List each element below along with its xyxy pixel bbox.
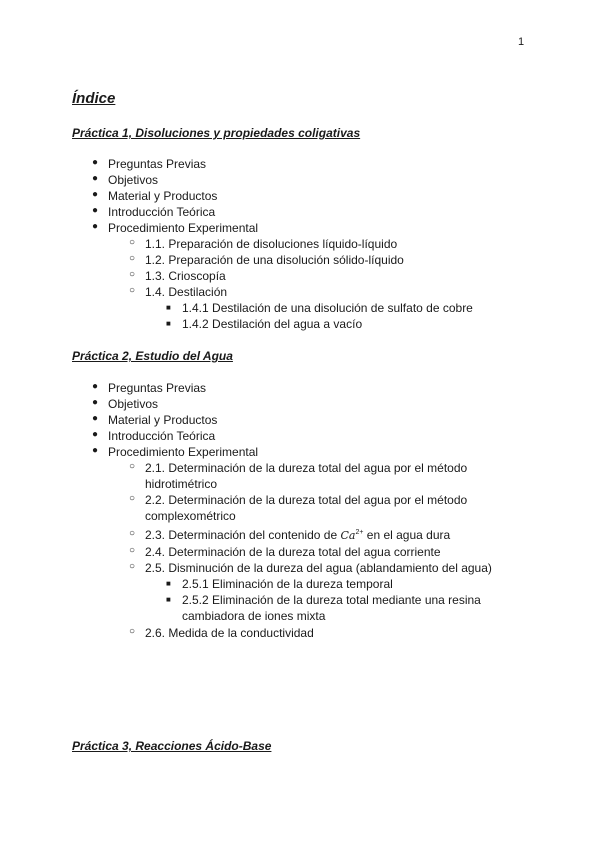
sub-list-item-label: 1.1. Preparación de disoluciones líquido-líquido bbox=[145, 237, 398, 251]
bullet-icon: ● bbox=[92, 189, 99, 200]
sub-list-item-text: en el agua dura bbox=[366, 528, 451, 542]
bullet-icon: ● bbox=[92, 381, 99, 392]
sub-list-item-label: 2.6. Medida de la conductividad bbox=[145, 626, 314, 640]
circle-bullet-icon: ○ bbox=[129, 253, 136, 264]
circle-bullet-icon: ○ bbox=[129, 528, 136, 539]
circle-bullet-icon: ○ bbox=[129, 269, 136, 280]
square-bullet-icon: ■ bbox=[166, 319, 171, 328]
list-item-label: Preguntas Previas bbox=[108, 381, 207, 395]
list-item-label: Procedimiento Experimental bbox=[108, 445, 259, 459]
subsub-list-item-label: 1.4.2 Destilación del agua a vacío bbox=[182, 317, 363, 331]
list-item-label: Material y Productos bbox=[108, 413, 218, 427]
list-item-label: Objetivos bbox=[108, 397, 159, 411]
bullet-icon: ● bbox=[92, 413, 99, 424]
circle-bullet-icon: ○ bbox=[129, 545, 136, 556]
sub-list-item-label: 2.4. Determinación de la dureza total del agua corriente bbox=[145, 545, 441, 559]
sub-list-item-label: complexométrico bbox=[145, 509, 236, 523]
bullet-icon: ● bbox=[92, 397, 99, 408]
circle-bullet-icon: ○ bbox=[129, 561, 136, 572]
circle-bullet-icon: ○ bbox=[129, 461, 136, 472]
square-bullet-icon: ■ bbox=[166, 595, 171, 604]
bullet-icon: ● bbox=[92, 445, 99, 456]
section-title-practica-2: Práctica 2, Estudio del Agua bbox=[72, 349, 233, 363]
bullet-icon: ● bbox=[92, 429, 99, 440]
sub-list-item-label: 1.2. Preparación de una disolución sólido-líquido bbox=[145, 253, 404, 267]
list-item-label: Introducción Teórica bbox=[108, 429, 216, 443]
index-title: Índice bbox=[72, 90, 116, 107]
sub-list-item-text: 2.3. Determinación del contenido de bbox=[145, 528, 338, 542]
list-item-label: Procedimiento Experimental bbox=[108, 221, 259, 235]
bullet-icon: ● bbox=[92, 157, 99, 168]
circle-bullet-icon: ○ bbox=[129, 626, 136, 637]
list-item-label: Material y Productos bbox=[108, 189, 218, 203]
subsub-list-item-label: 2.5.2 Eliminación de la dureza total mediante una resina bbox=[182, 593, 481, 607]
circle-bullet-icon: ○ bbox=[129, 285, 136, 296]
square-bullet-icon: ■ bbox=[166, 303, 171, 312]
calcium-symbol: Ca bbox=[340, 529, 356, 542]
section-title-practica-1: Práctica 1, Disoluciones y propiedades coligativas bbox=[72, 126, 361, 140]
section-title-practica-3: Práctica 3, Reacciones Ácido-Base bbox=[72, 739, 272, 753]
calcium-charge: 2+ bbox=[355, 529, 364, 536]
circle-bullet-icon: ○ bbox=[129, 493, 136, 504]
bullet-icon: ● bbox=[92, 205, 99, 216]
sub-list-item-label bbox=[145, 528, 450, 542]
circle-bullet-icon: ○ bbox=[129, 237, 136, 248]
subsub-list-item-label: 1.4.1 Destilación de una disolución de sulfato de cobre bbox=[182, 301, 473, 315]
sub-list-item-label: 2.5. Disminución de la dureza del agua (ablandamiento del agua) bbox=[145, 561, 492, 575]
page-number: 1 bbox=[518, 36, 525, 48]
bullet-icon: ● bbox=[92, 221, 99, 232]
sub-list-item-label: hidrotimétrico bbox=[145, 477, 218, 491]
sub-list-item-label: 1.4. Destilación bbox=[145, 285, 228, 299]
square-bullet-icon: ■ bbox=[166, 579, 171, 588]
bullet-icon: ● bbox=[92, 173, 99, 184]
sub-list-item-label: 1.3. Crioscopía bbox=[145, 269, 226, 283]
list-item-label: Introducción Teórica bbox=[108, 205, 216, 219]
list-item-label: Preguntas Previas bbox=[108, 157, 207, 171]
sub-list-item-label: 2.2. Determinación de la dureza total del agua por el método bbox=[145, 493, 468, 507]
subsub-list-item-label: 2.5.1 Eliminación de la dureza temporal bbox=[182, 577, 393, 591]
list-item-label: Objetivos bbox=[108, 173, 159, 187]
sub-list-item-label: 2.1. Determinación de la dureza total del agua por el método bbox=[145, 461, 468, 475]
subsub-list-item-label: cambiadora de iones mixta bbox=[182, 609, 326, 623]
